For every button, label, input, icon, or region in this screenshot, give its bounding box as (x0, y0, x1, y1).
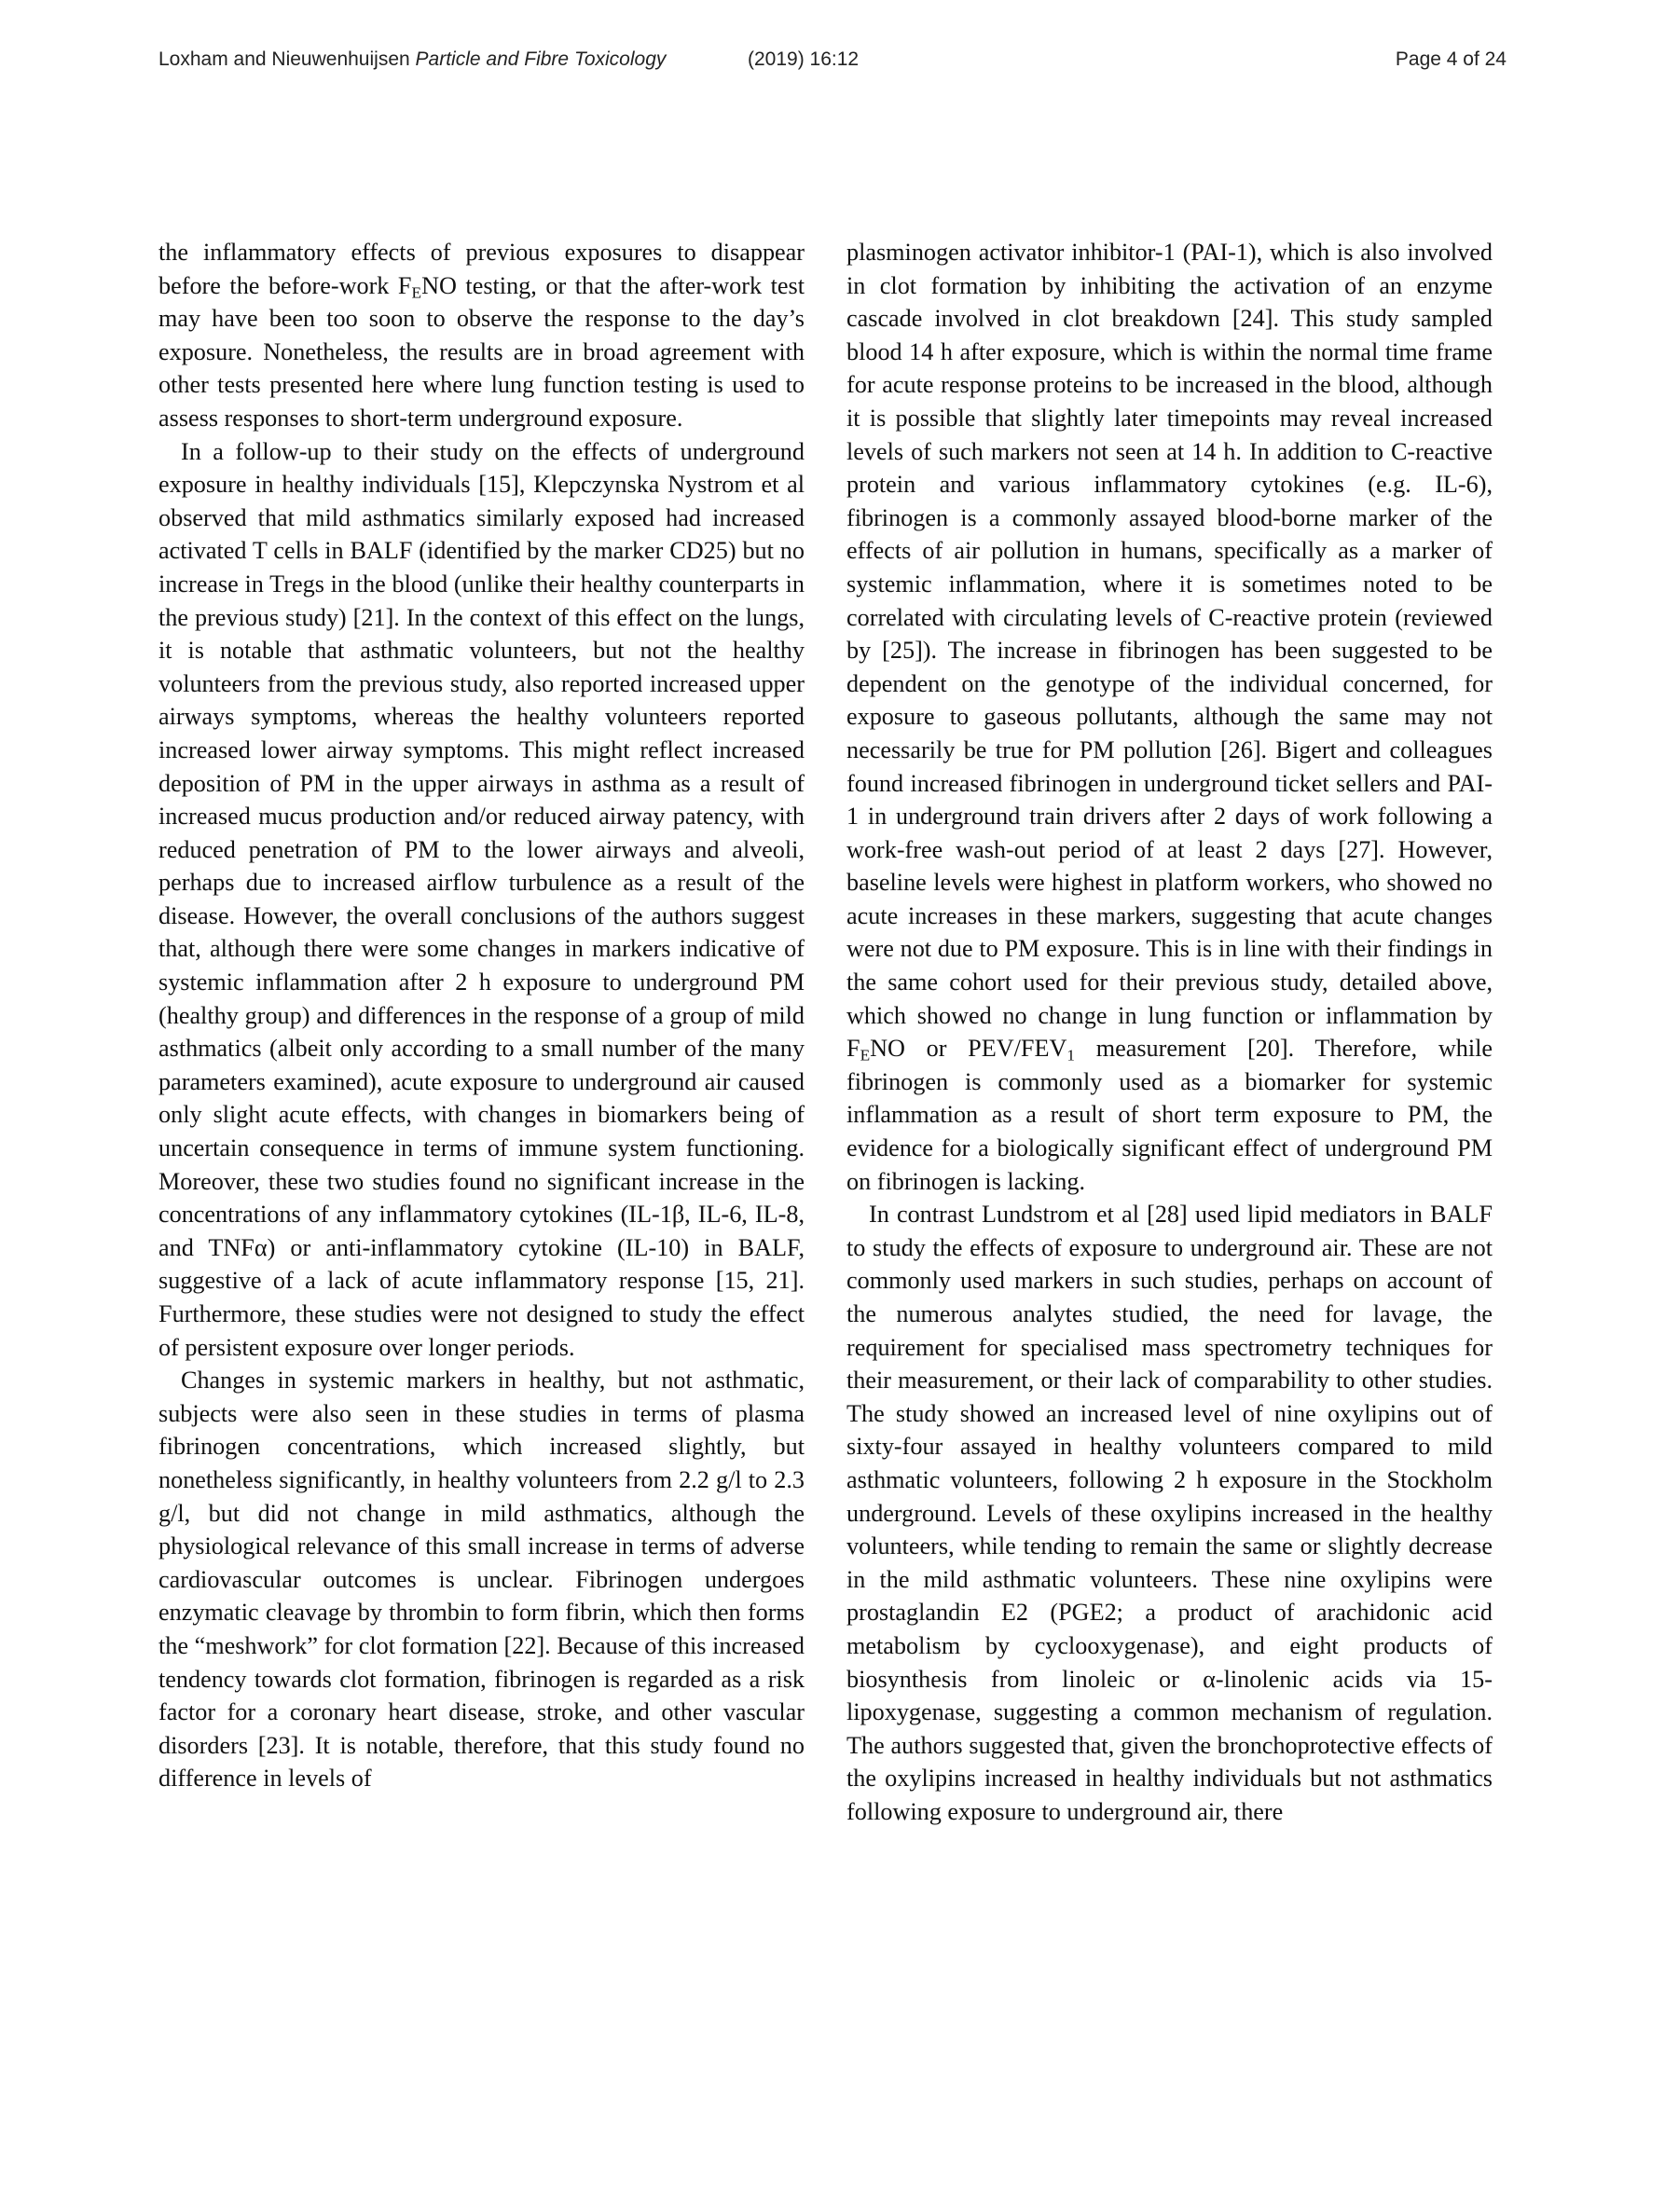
header-authors: Loxham and Nieuwenhuijsen (158, 48, 410, 70)
left-column (158, 236, 805, 1795)
header-page-number: Page 4 of 24 (1395, 48, 1507, 70)
header-year-volume: (2019) 16:12 (748, 48, 860, 70)
paragraph: In a follow-up to their study on the effects of underground exposure in healthy individuals [15], Klepczynska Nystrom et al observed that mild asthmatics similarly exposed had increased activated T cells in BALF (identified by the marker CD25) but no increase in Tregs in the blood (unlike their healthy counterparts in the previous study) [21]. In the context of this effect on the lungs, it is notable that asthmatic volunteers, but not the healthy volunteers from the previous study, also reported increased upper airways symptoms, whereas the healthy volunteers reported increased lower airway symptoms. This might reflect increased deposition of PM in the upper airways in asthma as a result of increased mucus production and/or reduced airway patency, with reduced penetration of PM to the lower airways and alveoli, perhaps due to increased airflow turbulence as a result of the disease. However, the overall conclusions of the authors suggest that, although there were some changes in markers indicative of systemic inflammation after 2 h exposure to underground PM (healthy group) and differences in the response of a group of mild asthmatics (albeit only according to a small number of the many parameters examined), acute exposure to underground air caused only slight acute effects, with changes in biomarkers being of uncertain consequence in terms of immune system functioning. Moreover, these two studies found no significant increase in the concentrations of any inflammatory cytokines (IL-1β, IL-6, IL-8, and TNFα) or anti-inflammatory cytokine (IL-10) in BALF, suggestive of a lack of acute inflammatory response [15, 21]. Furthermore, these studies were not designed to study the effect of persistent exposure over longer periods. (158, 437, 805, 1361)
header-journal: Particle and Fibre Toxicology (415, 48, 667, 70)
paragraph: Changes in systemic markers in healthy, but not asthmatic, subjects were also seen in these studies in terms of plasma fibrinogen concentrations, which increased slightly, but nonetheless significantly, in healthy volunteers from 2.2 g/l to 2.3 g/l, but did not change in mild asthmatics, although the physiological relevance of this small increase in terms of adverse cardiovascular outcomes is unclear. Fibrinogen undergoes enzymatic cleavage by thrombin to form fibrin, which then forms the “meshwork” for clot formation [22]. Because of this increased tendency towards clot formation, fibrinogen is regarded as a risk factor for a coronary heart disease, stroke, and other vascular disorders [23]. It is notable, therefore, that this study found no difference in levels of (158, 1367, 805, 1793)
paragraph: In contrast Lundstrom et al [28] used lipid mediators in BALF to study the effects of exposure to underground air. These are not commonly used markers in such studies, perhaps on account of the numerous analytes studied, the need for lavage, the requirement for specialised mass spectrometry techniques for their measurement, or their lack of comparability to other studies. The study showed an increased level of nine oxylipins out of sixty-four assayed in healthy volunteers compared to mild asthmatic volunteers, following 2 h exposure in the Stockholm underground. Levels of these oxylipins increased in the healthy volunteers, while tending to remain the same or slightly decrease in the mild asthmatic volunteers. These nine oxylipins were prostaglandin E2 (PGE2; a product of arachidonic acid metabolism by cyclooxygenase), and eight products of biosynthesis from linoleic or α-linolenic acids via 15-lipoxygenase, suggesting a common mechanism of regulation. The authors suggested that, given the bronchoprotective effects of the oxylipins increased in healthy individuals but not asthmatics following exposure to underground air, there (846, 1201, 1493, 1825)
paragraph: the inflammatory effects of previous exposures to disappear before the before-work $F_ENO$ testing, or that the after-work test may have been too soon to observe the response to the day’s exposure. Nonetheless, the results are in broad agreement with other tests presented here where lung function testing is used to assess responses to short-term underground exposure. (158, 239, 805, 432)
running-header (158, 48, 1507, 86)
right-column (846, 236, 1493, 1829)
paragraph: plasminogen activator inhibitor-1 (PAI-1), which is also involved in clot formation by inhibiting the activation of an enzyme cascade involved in clot breakdown [24]. This study sampled blood 14 h after exposure, which is within the normal time frame for acute response proteins to be increased in the blood, although it is possible that slightly later timepoints may reveal increased levels of such markers not seen at 14 h. In addition to C-reactive protein and various inflammatory cytokines (e.g. IL-6), fibrinogen is a commonly assayed blood-borne marker of the effects of air pollution in humans, specifically as a marker of systemic inflammation, where it is sometimes noted to be correlated with circulating levels of C-reactive protein (reviewed by [25]). The increase in fibrinogen has been suggested to be dependent on the genotype of the individual concerned, for exposure to gaseous pollutants, although the same may not necessarily be true for PM pollution [26]. Bigert and colleagues found increased fibrinogen in underground ticket sellers and PAI-1 in underground train drivers after 2 days of work following a work-free wash-out period of at least 2 days [27]. However, baseline levels were highest in platform workers, who showed no acute increases in these markers, suggesting that acute changes were not due to PM exposure. This is in line with their findings in the same cohort used for their previous study, detailed above, which showed no change in lung function or inflammation by $F_ENO$ or PEV/$FEV_1$ measurement [20]. Therefore, while fibrinogen is commonly used as a biomarker for systemic inflammation as a result of short term exposure to PM, the evidence for a biologically significant effect of underground PM on fibrinogen is lacking. (846, 239, 1493, 1195)
header-authors-line (158, 48, 666, 71)
